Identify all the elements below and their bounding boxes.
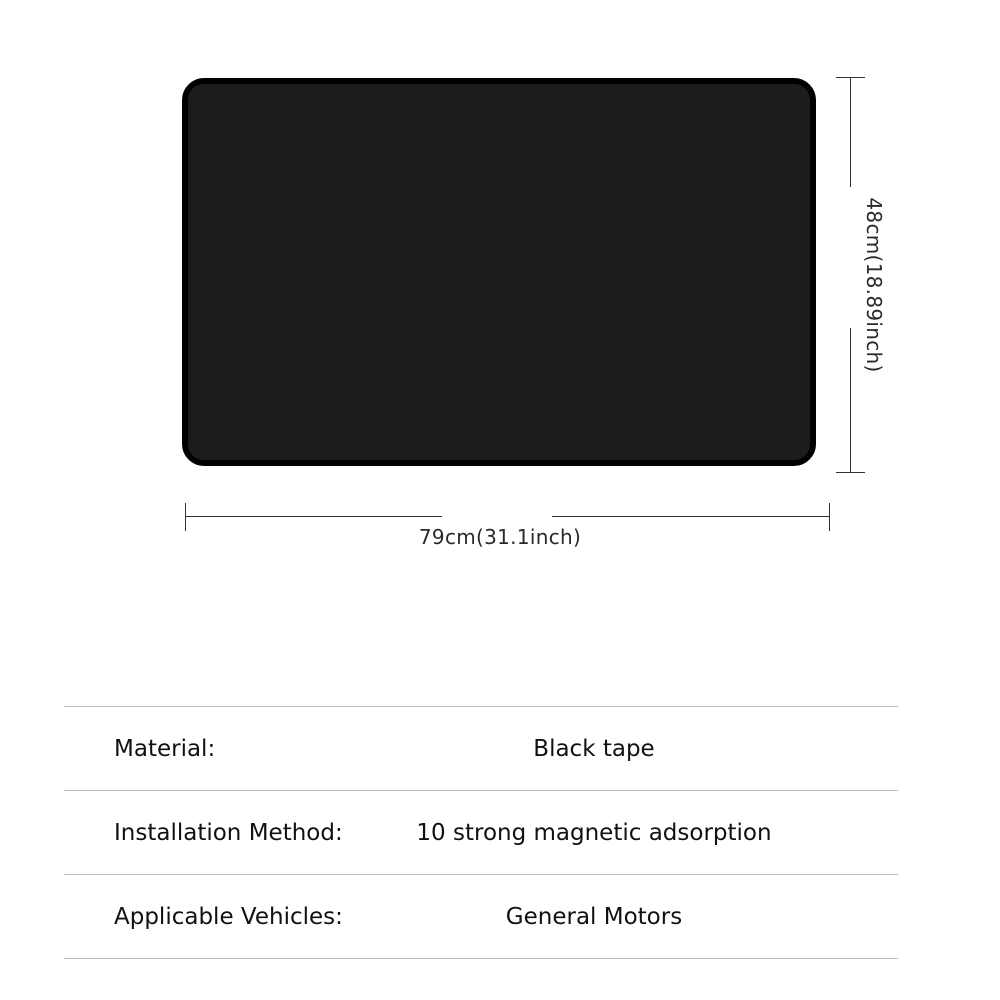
width-dimension-line-right xyxy=(552,516,830,517)
spec-label-installation-method: Installation Method: xyxy=(114,819,343,846)
spec-value-installation-method: 10 strong magnetic adsorption xyxy=(416,819,772,846)
width-dimension-label: 79cm(31.1inch) xyxy=(418,525,582,549)
spec-label-material: Material: xyxy=(114,735,216,762)
spec-value-applicable-vehicles: General Motors xyxy=(505,903,683,930)
width-dimension-tick-left xyxy=(185,503,186,531)
height-dimension-line-top xyxy=(850,77,851,187)
height-dimension-tick-bottom xyxy=(836,472,865,473)
height-dimension-line-bottom xyxy=(850,328,851,473)
spec-value-material: Black tape xyxy=(533,735,655,762)
spec-row-installation-method xyxy=(64,790,898,874)
width-dimension-tick-right xyxy=(829,503,830,531)
height-dimension-label: 48cm(18.89inch) xyxy=(862,197,886,373)
spec-table xyxy=(64,706,898,959)
spec-label-applicable-vehicles: Applicable Vehicles: xyxy=(114,903,343,930)
width-dimension-line-left xyxy=(185,516,442,517)
product-panel xyxy=(182,78,816,466)
spec-row-material xyxy=(64,706,898,790)
spec-row-applicable-vehicles xyxy=(64,874,898,959)
